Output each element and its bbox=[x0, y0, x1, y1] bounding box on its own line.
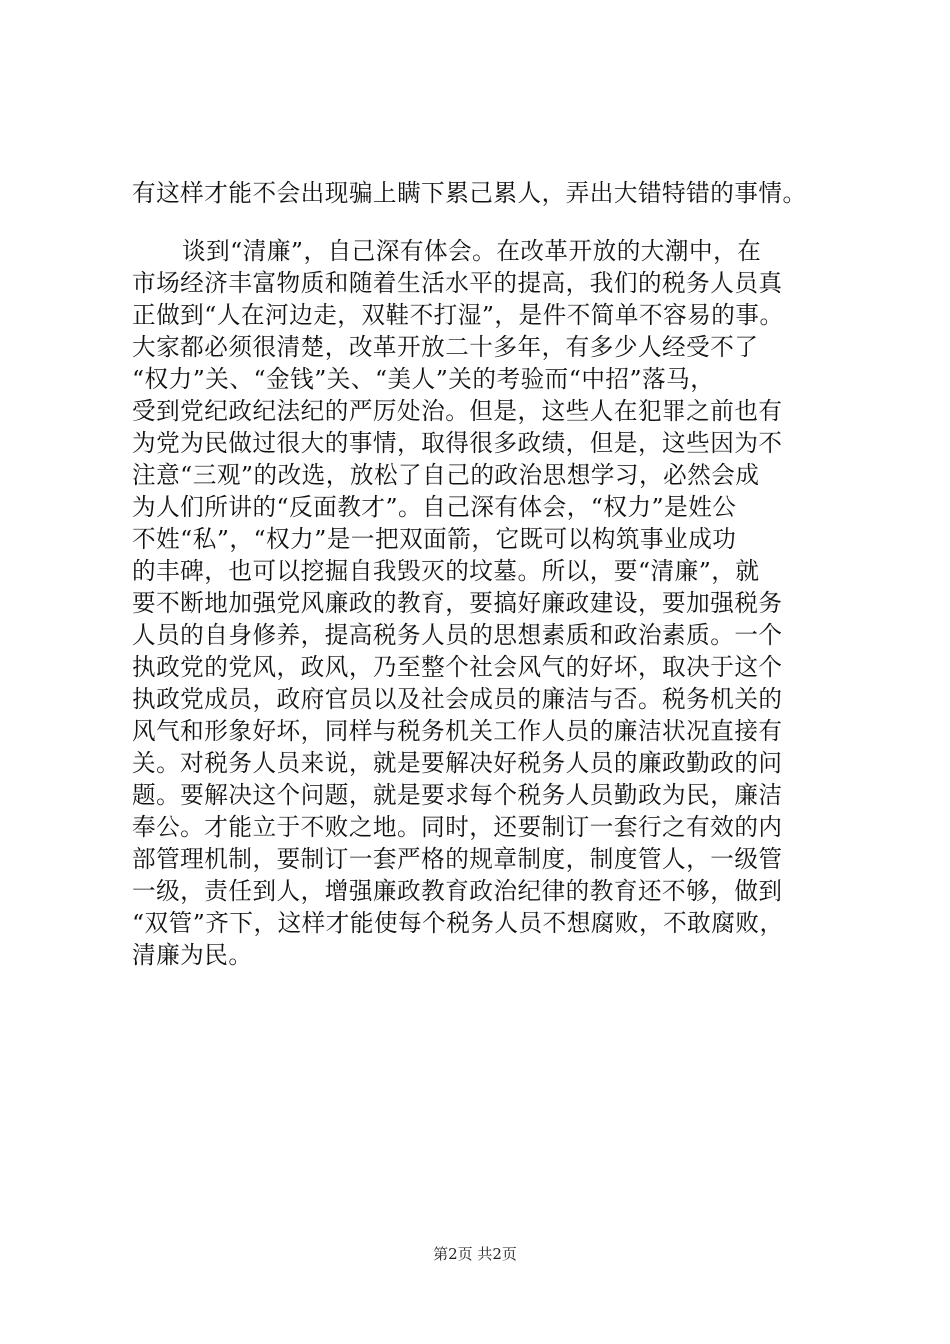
paragraph-2-line: 清廉为民。 bbox=[132, 941, 253, 969]
paragraph-2-line: 一级，责任到人，增强廉政教育政治纪律的教育还不够，做到 bbox=[132, 877, 783, 905]
paragraph-2-line: 为人们所讲的“反面教才”。自己深有体会，“权力”是姓公 bbox=[132, 493, 737, 521]
paragraph-2-line: 的丰碑，也可以挖掘自我毁灭的坟墓。所以，要“清廉”，就 bbox=[132, 557, 760, 585]
paragraph-2-line: “双管”齐下，这样才能使每个税务人员不想腐败，不敢腐败， bbox=[132, 909, 784, 937]
paragraph-2-line: “权力”关、“金钱”关、“美人”关的考验而“中招”落马， bbox=[132, 365, 715, 393]
paragraph-2-first-line: 谈到“清廉”，自己深有体会。在改革开放的大潮中，在 bbox=[182, 237, 762, 265]
paragraph-2-line: 关。对税务人员来说，就是要解决好税务人员的廉政勤政的问 bbox=[132, 749, 783, 777]
paragraph-2-line: 注意“三观”的改选，放松了自己的政治思想学习，必然会成 bbox=[132, 461, 760, 489]
paragraph-2-line: 风气和形象好坏，同样与税务机关工作人员的廉洁状况直接有 bbox=[132, 717, 783, 745]
paragraph-2-line: 奉公。才能立于不败之地。同时，还要制订一套行之有效的内 bbox=[132, 813, 783, 841]
paragraph-2-line: 题。要解决这个问题，就是要求每个税务人员勤政为民，廉洁 bbox=[132, 781, 783, 809]
page-number-footer: 第2页 共2页 bbox=[433, 1245, 517, 1263]
paragraph-2-line: 正做到“人在河边走，双鞋不打湿”，是件不简单不容易的事。 bbox=[132, 301, 784, 329]
paragraph-2-line: 要不断地加强党风廉政的教育，要搞好廉政建设，要加强税务 bbox=[132, 589, 783, 617]
paragraph-2-line: 大家都必须很清楚，改革开放二十多年，有多少人经受不了 bbox=[132, 333, 759, 361]
paragraph-2-line: 市场经济丰富物质和随着生活水平的提高，我们的税务人员真 bbox=[132, 269, 783, 297]
paragraph-2-line: 执政党成员，政府官员以及社会成员的廉洁与否。税务机关的 bbox=[132, 685, 783, 713]
paragraph-2-line: 受到党纪政纪法纪的严厉处治。但是，这些人在犯罪之前也有 bbox=[132, 397, 783, 425]
paragraph-2-line: 部管理机制，要制订一套严格的规章制度，制度管人，一级管 bbox=[132, 845, 783, 873]
paragraph-2-line: 人员的自身修养，提高税务人员的思想素质和政治素质。一个 bbox=[132, 621, 783, 649]
paragraph-2-line: 执政党的党风，政风，乃至整个社会风气的好坏，取决于这个 bbox=[132, 653, 783, 681]
paragraph-2-line: 为党为民做过很大的事情，取得很多政绩，但是，这些因为不 bbox=[132, 429, 783, 457]
paragraph-2-line: 不姓“私”，“权力”是一把双面箭，它既可以构筑事业成功 bbox=[132, 525, 737, 553]
paragraph-1-line: 有这样才能不会出现骗上瞒下累己累人，弄出大错特错的事情。 bbox=[132, 179, 807, 207]
